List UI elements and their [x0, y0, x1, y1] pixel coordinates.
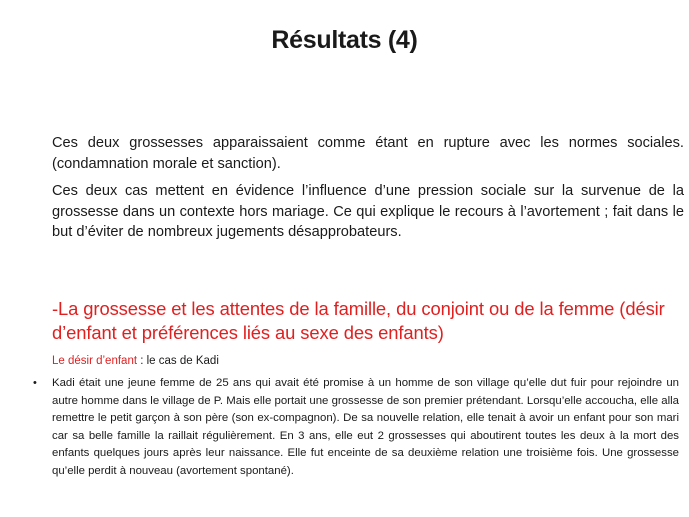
subheading: [52, 354, 219, 368]
paragraph-social-norms: Ces deux grossesses apparaissaient comme étant en rupture avec les normes sociales. (condamnation morale et sanction).: [52, 135, 684, 172]
slide-title: Résultats (4): [271, 26, 418, 54]
bullet-text-kadi-case: Kadi était une jeune femme de 25 ans qui avait été promise à un homme de son village qu’elle dut fuir pour rejoindre un autre homme dans le village de P. Mais elle portait une grossesse de son premier prétendant. Lorsqu’elle accoucha, elle alla remettre le petit garçon à son père (son ex-compagnon). De sa nouvelle relation, elle tenait à avoir un enfant pour son mari car sa belle famille la raillait régulièrement. En 3 ans, elle eut 2 grossesses qui aboutirent toutes les deux à la mort des enfants quelques jours après leur naissance. Elle fut enceinte de sa deuxième relation une troisième fois. Une grossesse qu’elle perdit à nouveau (avortement spontané).: [52, 377, 679, 477]
section-heading: -La grossesse et les attentes de la famille, du conjoint ou de la femme (désir d’enfant et préférences liés au sexe des enfants): [52, 298, 665, 343]
subheading-label: Le désir d’enfant: [52, 355, 138, 367]
bullet-icon: •: [33, 377, 37, 389]
paragraph-social-pressure: Ces deux cas mettent en évidence l’influence d’une pression sociale sur la survenue de la grossesse dans un contexte hors mariage. Ce qui explique le recours à l’avortement ; fait dans le but d’éviter de nombreux jugements désapprobateurs.: [52, 183, 684, 240]
subheading-rest: : le cas de Kadi: [137, 355, 219, 367]
